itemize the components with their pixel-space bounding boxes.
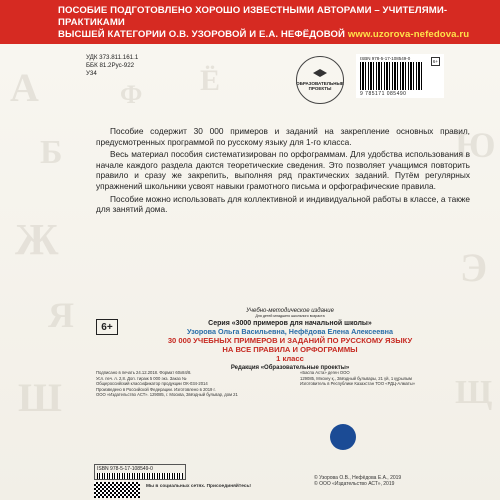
imprint-left — [96, 370, 296, 398]
paragraph-1: Пособие содержит 30 000 примеров и заданий на закрепление основных правил, предусмотренных программой по русскому языку для 1-го класса. — [96, 126, 470, 147]
back-cover — [0, 44, 500, 500]
imprint-line: Произведено в Российской Федерации. Изготовлено в 2019 г. — [96, 386, 216, 392]
age-rating-badge: 6+ — [96, 319, 118, 335]
barcode-icon — [97, 473, 183, 479]
copyright — [314, 476, 474, 487]
promo-banner — [0, 0, 500, 44]
classification-codes — [86, 54, 138, 78]
banner-site-link[interactable]: www.uzorova-nefedova.ru — [347, 29, 470, 40]
imprint-line: Подписано в печать 24.12.2018. Формат 60х84/8. — [96, 370, 192, 375]
bg-letter: Ю — [455, 125, 496, 165]
series-name: Серия «3000 примеров для начальной школы» — [208, 320, 372, 328]
imprint-line: Усл. печ. л. 2,8. Доп. тираж 5 000 экз. Заказ № — [96, 375, 187, 381]
author-code: У34 — [86, 70, 97, 77]
publisher-logo-icon — [330, 424, 356, 450]
bottom-isbn — [94, 464, 186, 480]
grade: 1 класс — [276, 354, 304, 364]
qr-code-icon — [94, 482, 140, 498]
social-caption: Мы в социальных сетях. Присоединяйтесь! — [146, 484, 252, 489]
bg-letter: Ш — [18, 375, 62, 420]
edition-kind: Учебно-методическое издание — [246, 308, 334, 314]
book-title-1: 30 000 УЧЕБНЫХ ПРИМЕРОВ И ЗАДАНИЙ ПО РУССКОМУ ЯЗЫКУ — [167, 336, 413, 346]
imprint-line: 129085, Мәскеу қ., Звёздный бульвары, 21 үй, 1 құрылым — [300, 375, 412, 381]
imprint-line: Общероссийский классификатор продукции ОК-034-2014 — [96, 381, 208, 387]
imprint-line: Изготовитель в Республике Казахстан ТОО «РДЦ-Алматы» — [300, 381, 416, 387]
bg-letter: Ж — [15, 215, 59, 264]
book-title-2: НА ВСЕ ПРАВИЛА И ОРФОГРАММЫ — [222, 345, 358, 355]
logo-text: ОБРАЗОВАТЕЛЬНЫЕ ПРОЕКТЫ — [296, 81, 344, 91]
paragraph-3: Пособие можно использовать для коллективной и индивидуальной работы в классе, а также для занятий дома. — [96, 193, 470, 215]
banner-authors: ВЫСШЕЙ КАТЕГОРИИ О.В. УЗОРОВОЙ И Е.А. НЕФЁДОВОЙ — [58, 29, 346, 40]
bg-letter: Я — [48, 295, 74, 335]
copyright-publisher: © ООО «Издательство АСТ», 2019 — [314, 480, 395, 487]
bg-letter: Б — [40, 134, 63, 171]
imprint-line: ООО «Издательство АСТ». 129085, г. Москва, Звёздный бульвар, дом 21 — [96, 392, 238, 398]
publication-info — [130, 308, 450, 371]
bbk-code: ББК 81.2Рус-922 — [86, 62, 135, 69]
description-text — [96, 126, 470, 217]
publisher-series-logo — [296, 56, 344, 104]
barcode-icon — [360, 62, 422, 90]
authors: Узорова Ольга Васильевна, Нефёдова Елена Алексеевна — [186, 327, 394, 337]
bg-letter: А — [10, 65, 39, 110]
barcode-number: 9 785171 085490 — [360, 91, 407, 97]
bg-letter: Э — [460, 245, 488, 290]
bg-letter: Ё — [200, 64, 221, 97]
age-rating-small: 6+ — [432, 59, 438, 64]
edition-fine-print: Для детей младшего школьного возраста — [255, 314, 325, 318]
copyright-authors: © Узорова О.В., Нефёдова Е.А., 2019 — [314, 475, 402, 481]
redaction: Редакция «Образовательные проекты» — [230, 365, 350, 372]
imprint-right — [300, 370, 470, 387]
bottom-isbn-text: ISBN 978-5-17-108549-0 — [97, 466, 153, 472]
isbn-label: ISBN 978-5-17-108549-0 — [360, 56, 411, 61]
imprint-line: «Баспа Аста» деген ООО — [300, 370, 350, 375]
bg-letter: Щ — [455, 374, 493, 411]
graduation-cap-icon — [313, 69, 327, 79]
udk-code: УДК 373.811.161.1 — [86, 54, 139, 61]
barcode-box — [356, 54, 444, 98]
bg-letter: Ф — [120, 80, 143, 109]
banner-line-1: ПОСОБИЕ ПОДГОТОВЛЕНО ХОРОШО ИЗВЕСТНЫМИ АВТОРАМИ – УЧИТЕЛЯМИ-ПРАКТИКАМИ — [58, 5, 448, 28]
banner-line-2 — [58, 29, 490, 41]
paragraph-2: Весь материал пособия систематизирован по орфограммам. Для удобства использования в начале каждого раздела даются теоретические сведения. Это позволяет учащимся повторить правило и сразу же закрепить, выполняя ряд практических заданий. Путём регулярных упражнений школьники усвоят навыки грамотного письма и орфографические правила. — [96, 149, 470, 191]
